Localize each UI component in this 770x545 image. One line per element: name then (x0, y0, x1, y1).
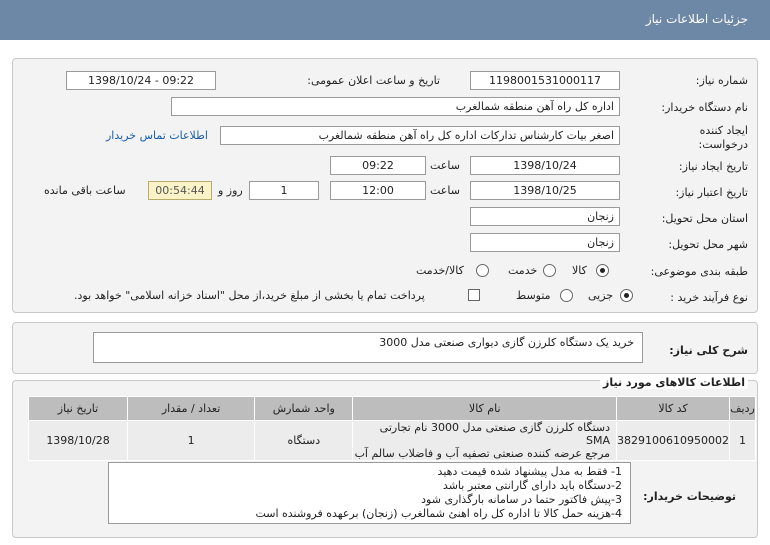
treasury-checkbox[interactable] (468, 289, 480, 301)
page-title: جزئیات اطلاعات نیاز (645, 12, 748, 26)
created-date-label: تاریخ ایجاد نیاز: (678, 160, 748, 173)
item-name-line1: دستگاه کلرزن گازی صنعتی مدل 3000 نام تجارتی SMA (379, 421, 611, 447)
process-medium-label: متوسط (516, 289, 551, 302)
description-label: شرح کلی نیاز: (669, 344, 748, 357)
cell-name (353, 421, 617, 461)
need-number-field[interactable]: 1198001531000117 (470, 71, 620, 90)
province-label: استان محل تحویل: (661, 212, 748, 225)
col-qty: تعداد / مقدار (128, 397, 255, 421)
province-field[interactable]: زنجان (470, 207, 620, 226)
created-time-field[interactable]: 09:22 (330, 156, 426, 175)
process-label: نوع فرآیند خرید : (670, 291, 748, 304)
buyer-label: نام دستگاه خریدار: (661, 101, 748, 114)
cell-row: 1 (730, 421, 756, 461)
cell-code: 3829100610950002 (617, 421, 730, 461)
need-number-label: شماره نیاز: (695, 74, 748, 87)
col-date: تاریخ نیاز (29, 397, 128, 421)
category-goods-label: کالا (572, 264, 587, 277)
announce-field[interactable]: 1398/10/24 - 09:22 (66, 71, 216, 90)
description-field[interactable]: خرید یک دستگاه کلرزن گازی دیواری صنعتی مدل 3000 (93, 332, 643, 363)
col-name: نام کالا (353, 397, 617, 421)
cell-qty: 1 (128, 421, 255, 461)
cell-date: 1398/10/28 (29, 421, 128, 461)
buyer-notes-label: توضیحات خریدار: (643, 490, 736, 503)
buyer-note-line: 1- فقط به مدل پیشنهاد شده قیمت دهید (437, 465, 622, 478)
category-both-label: کالا/خدمت (416, 264, 464, 277)
buyer-note-line: 4-هزینه حمل کالا تا اداره کل راه اهنئ شمالغرب (زنجان) برعهده فروشنده است (255, 507, 622, 520)
col-code: کد کالا (617, 397, 730, 421)
valid-date-label: تاریخ اعتبار نیاز: (675, 186, 748, 199)
category-both-radio[interactable] (476, 264, 489, 277)
items-section-title: اطلاعات کالاهای مورد نیاز (600, 376, 748, 389)
city-label: شهر محل تحویل: (668, 238, 748, 251)
days-field[interactable]: 1 (249, 181, 319, 200)
page-header (0, 0, 770, 40)
valid-time-label: ساعت (430, 184, 460, 197)
col-row: ردیف (730, 397, 756, 421)
col-unit: واحد شمارش (255, 397, 353, 421)
category-label: طبقه بندی موضوعی: (650, 265, 748, 278)
process-minor-label: جزیی (588, 289, 614, 302)
valid-time-field[interactable]: 12:00 (330, 181, 426, 200)
category-service-radio[interactable] (543, 264, 556, 277)
days-label: روز و (218, 184, 243, 197)
item-name-line2: مرجع عرضه کننده صنعتی تصفیه آب و فاضلاب سالم آب (354, 447, 611, 460)
payment-note: پرداخت تمام یا بخشی از مبلغ خرید،از محل "اسناد خزانه اسلامی" خواهد بود. (74, 289, 425, 302)
buyer-field[interactable]: اداره کل راه آهن منطقه شمالغرب (171, 97, 620, 116)
items-table-header (29, 397, 756, 421)
process-medium-radio[interactable] (560, 289, 573, 302)
city-field[interactable]: زنجان (470, 233, 620, 252)
creator-field[interactable]: اصغر بیات کارشناس تدارکات اداره کل راه آهن منطقه شمالغرب (220, 126, 620, 145)
remaining-timer: 00:54:44 (148, 181, 212, 200)
table-row[interactable] (29, 421, 756, 461)
category-goods-radio[interactable] (596, 264, 609, 277)
valid-date-field[interactable]: 1398/10/25 (470, 181, 620, 200)
creator-label: ایجاد کننده درخواست: (698, 124, 748, 151)
announce-label: تاریخ و ساعت اعلان عمومی: (307, 74, 440, 87)
buyer-note-line: 2-دستگاه باید دارای گارانتی معتبر باشد (442, 479, 622, 492)
process-minor-radio[interactable] (620, 289, 633, 302)
items-table (28, 396, 756, 461)
category-service-label: خدمت (508, 264, 538, 277)
buyer-note-line: 3-پیش فاکتور حتما در سامانه بارگذاری شود (421, 493, 622, 506)
buyer-notes-box (108, 462, 631, 524)
buyer-contact-link[interactable]: اطلاعات تماس خریدار (106, 129, 208, 142)
cell-unit: دستگاه (255, 421, 353, 461)
created-date-field[interactable]: 1398/10/24 (470, 156, 620, 175)
remaining-label: ساعت باقی مانده (44, 184, 126, 197)
created-time-label: ساعت (430, 159, 460, 172)
